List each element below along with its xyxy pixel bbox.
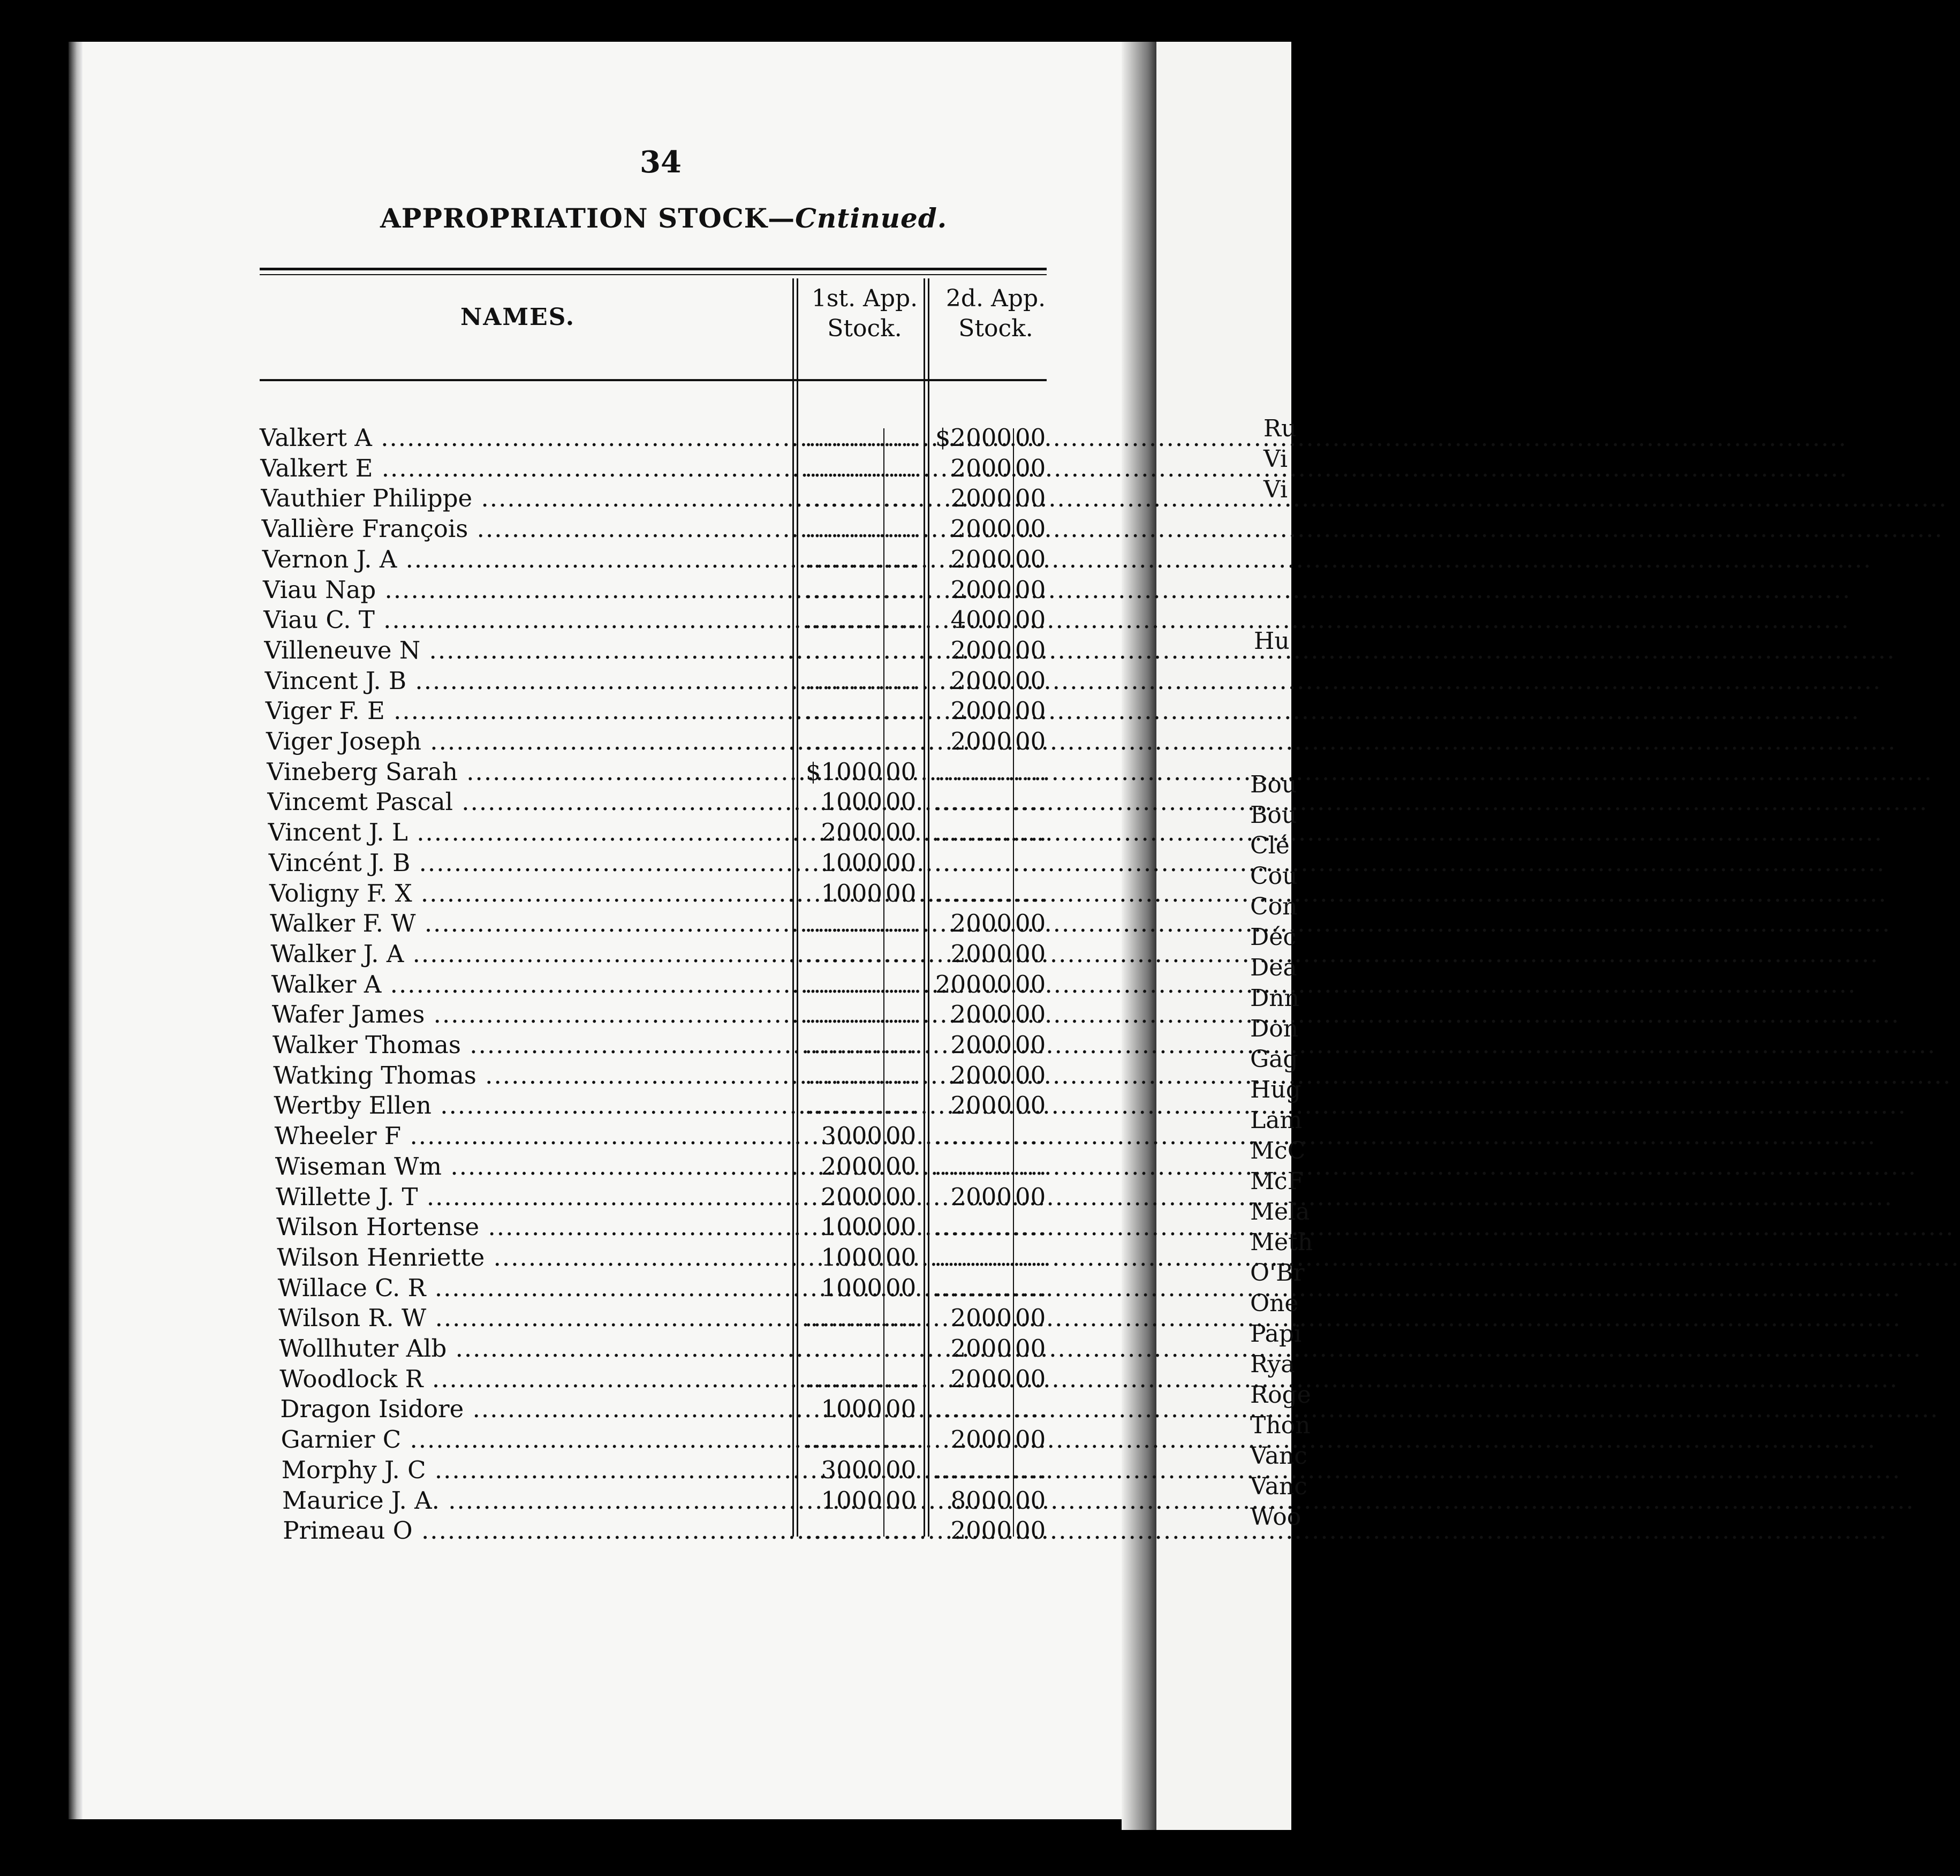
first-app-empty-leader: ............. (805, 1031, 918, 1059)
second-app-amount: $2000 (935, 423, 1012, 452)
first-app-cents: 00 (886, 757, 917, 786)
right-page-entry: Meth (1250, 1229, 1313, 1256)
second-app-empty-leader: ............. (934, 879, 1048, 907)
row-name: Primeau O ..... (283, 1516, 790, 1546)
second-app-amount: 2000 (950, 1516, 1012, 1545)
first-app-cents: 00 (886, 1395, 917, 1424)
column-header-second-app (932, 284, 1060, 344)
right-page-entry: Rya (1250, 1351, 1295, 1378)
first-app-amount: 2000 (821, 818, 882, 847)
second-app-cents: 00 (1015, 606, 1046, 634)
row-name: Vauthier Philippe ..... (261, 483, 790, 513)
first-app-empty-leader: ............. (805, 1364, 918, 1393)
first-app-empty-leader: ............. (805, 970, 918, 998)
first-app-empty-leader: ............. (805, 727, 918, 755)
table-row (0, 544, 1084, 574)
row-name: Maurice J. A. ..... (282, 1486, 790, 1516)
row-name: Woodlock R ..... (279, 1364, 790, 1394)
second-app-empty-leader: ............. (934, 1395, 1048, 1424)
second-app-amount: 2000 (950, 1425, 1012, 1454)
table-row (0, 939, 1084, 969)
row-name: Valkert A ..... (260, 423, 790, 453)
second-app-amount: 2000 (950, 697, 1012, 725)
table-row (0, 1030, 1084, 1060)
table-row (0, 605, 1084, 635)
row-name: Wollhuter Alb ..... (279, 1334, 790, 1364)
second-app-cents: 00 (1015, 484, 1046, 513)
row-name: Walker A ..... (271, 970, 790, 1000)
right-page-entry: Bou (1250, 801, 1297, 829)
column-header-first-line1: 1st. App. (811, 285, 918, 312)
first-app-amount: $1000 (805, 757, 882, 786)
second-app-empty-leader: ............. (934, 1122, 1048, 1151)
second-app-amount: 2000 (950, 575, 1012, 604)
first-app-cents: 00 (886, 1243, 917, 1272)
right-page-entry: Mela (1250, 1198, 1310, 1226)
first-app-cents: 00 (886, 788, 917, 816)
second-app-empty-leader: ............. (934, 788, 1048, 816)
right-page-entry: McC (1250, 1137, 1306, 1164)
second-app-amount: 2000 (950, 939, 1012, 968)
second-app-cents: 00 (1015, 1182, 1046, 1211)
second-app-cents: 00 (1015, 544, 1046, 573)
row-name: Villeneuve N ..... (264, 636, 790, 665)
second-app-cents: 00 (1015, 727, 1046, 755)
second-app-cents: 00 (1015, 1304, 1046, 1333)
right-page-entry: Vi (1263, 445, 1288, 473)
second-app-empty-leader: ............. (934, 757, 1048, 786)
row-name: Willette J. T ..... (276, 1182, 790, 1212)
table-row (0, 1394, 1084, 1424)
second-app-amount: 2000 (950, 453, 1012, 482)
right-page-entry: Hug (1250, 1076, 1301, 1103)
first-app-cents: 00 (886, 1213, 917, 1242)
right-page-entry: Vanc (1250, 1473, 1307, 1500)
first-app-amount: 2000 (821, 1152, 882, 1181)
right-page-entry: Con (1250, 893, 1298, 920)
row-name: Morphy J. C ..... (282, 1455, 790, 1485)
table-row (0, 848, 1084, 878)
right-page-entry: One (1250, 1290, 1299, 1317)
row-name: Wiseman Wm ..... (275, 1152, 790, 1182)
second-app-cents: 00 (1015, 1091, 1046, 1120)
second-app-amount: 2000 (950, 727, 1012, 755)
right-page-entry: Clé (1250, 832, 1290, 859)
first-app-amount: 3000 (821, 1455, 882, 1484)
second-app-amount: 2000 (950, 1304, 1012, 1333)
table-row (0, 1061, 1084, 1091)
column-header-second-line1: 2d. App. (945, 285, 1046, 312)
right-page-entry: Vi (1263, 476, 1288, 503)
second-app-cents: 00 (1015, 1000, 1046, 1029)
first-app-empty-leader: ............. (805, 515, 918, 543)
first-app-empty-leader: ............. (805, 666, 918, 695)
page-number: 34 (640, 145, 682, 180)
first-app-cents: 00 (886, 1122, 917, 1151)
first-app-amount: 1000 (821, 1213, 882, 1242)
row-name: Viau C. T ..... (263, 605, 790, 635)
right-page-entry: Cou (1250, 863, 1298, 890)
right-page-entry: Vanc (1250, 1442, 1307, 1470)
second-app-cents: 00 (1015, 1486, 1046, 1515)
first-app-cents: 00 (886, 848, 917, 877)
second-app-amount: 2000 (950, 1031, 1012, 1059)
first-app-cents: 00 (886, 1273, 917, 1302)
right-page-entry: Don (1250, 1015, 1299, 1042)
page-title-continued: Cntinued. (795, 202, 948, 234)
first-app-empty-leader: ............. (805, 1000, 918, 1029)
second-app-amount: 2000 (950, 1000, 1012, 1029)
row-name: Viger F. E ..... (266, 696, 790, 726)
row-name: Wilson R. W ..... (278, 1303, 790, 1333)
second-app-cents: 00 (1015, 1364, 1046, 1393)
table-row (0, 1182, 1084, 1212)
right-page-entry: Déc (1250, 924, 1296, 951)
table-row (0, 1273, 1084, 1303)
second-app-cents: 00 (1015, 939, 1046, 968)
table-row (0, 514, 1084, 544)
second-app-amount: 2000 (950, 544, 1012, 573)
first-app-amount: 1000 (821, 1273, 882, 1302)
first-app-empty-leader: ............. (805, 453, 918, 482)
row-name: Vincent J. B ..... (265, 666, 790, 696)
first-app-empty-leader: ............. (805, 636, 918, 664)
first-app-empty-leader: ............. (805, 1061, 918, 1090)
table-top-rule (260, 268, 1047, 270)
second-app-empty-leader: ............. (934, 1243, 1048, 1272)
column-header-names: NAMES. (460, 304, 576, 331)
row-name: Wertby Ellen ..... (274, 1091, 790, 1121)
row-name: Vallière François ..... (262, 514, 790, 544)
right-page-entry: Bou (1250, 771, 1297, 798)
second-app-cents: 00 (1015, 1061, 1046, 1090)
second-app-cents: 00 (1015, 909, 1046, 938)
right-page-entry: O'Br (1250, 1259, 1305, 1287)
right-page-entry: Lam (1250, 1107, 1303, 1134)
right-page-entry: Hu (1254, 627, 1290, 655)
row-name: Vincént J. B ..... (269, 848, 790, 878)
right-page-entry: Papi (1250, 1320, 1302, 1348)
row-name: Vernon J. A ..... (262, 544, 790, 574)
first-app-cents: 00 (886, 1182, 917, 1211)
first-app-empty-leader: ............. (805, 1425, 918, 1454)
second-app-cents: 00 (1015, 423, 1046, 452)
first-app-amount: 1000 (821, 1395, 882, 1424)
table-row (0, 1516, 1084, 1546)
first-app-empty-leader: ............. (805, 697, 918, 725)
second-app-cents: 00 (1015, 1334, 1046, 1363)
row-name: Wheeler F ..... (275, 1121, 790, 1151)
second-app-amount: 20000 (935, 970, 1012, 998)
first-app-amount: 3000 (821, 1122, 882, 1151)
table-row (0, 909, 1084, 939)
table-row (0, 483, 1084, 513)
page-title-main: APPROPRIATION STOCK— (380, 202, 796, 234)
table-row (0, 1303, 1084, 1333)
second-app-empty-leader: ............. (934, 1455, 1048, 1484)
second-app-cents: 00 (1015, 575, 1046, 604)
row-name: Vineberg Sarah ..... (267, 757, 790, 787)
second-app-empty-leader: ............. (934, 1213, 1048, 1242)
table-row (0, 636, 1084, 665)
row-name: Walker Thomas ..... (273, 1030, 790, 1060)
table-row (0, 696, 1084, 726)
first-app-empty-leader: ............. (805, 423, 918, 452)
first-app-cents: 00 (886, 1455, 917, 1484)
table-top-rule-thin (260, 274, 1047, 275)
table-row (0, 1364, 1084, 1394)
row-name: Wilson Hortense ..... (276, 1212, 790, 1242)
table-row (0, 1334, 1084, 1364)
table-row (0, 1486, 1084, 1516)
table-row (0, 1000, 1084, 1030)
right-page-entry: Ru (1263, 415, 1297, 442)
right-page-entry: McF (1250, 1168, 1304, 1195)
column-header-second-line2: Stock. (958, 315, 1033, 342)
second-app-amount: 2000 (950, 1182, 1012, 1211)
table-row (0, 453, 1084, 483)
row-name: Viger Joseph ..... (266, 727, 790, 757)
right-page-entry: Dnn (1250, 985, 1299, 1012)
first-app-cents: 00 (886, 1486, 917, 1515)
page-title (380, 202, 947, 234)
second-app-empty-leader: ............. (934, 848, 1048, 877)
table-row (0, 970, 1084, 1000)
table-row (0, 1212, 1084, 1242)
row-name: Wafer James ..... (272, 1000, 790, 1030)
row-name: Garnier C ..... (281, 1425, 790, 1455)
second-app-cents: 00 (1015, 1516, 1046, 1545)
table-row (0, 666, 1084, 696)
first-app-empty-leader: ............. (805, 1516, 918, 1545)
first-app-empty-leader: ............. (805, 606, 918, 634)
table-row (0, 1455, 1084, 1485)
table-row (0, 1091, 1084, 1121)
row-name: Watking Thomas ..... (273, 1061, 790, 1091)
first-app-empty-leader: ............. (805, 575, 918, 604)
row-name: Dragon Isidore ..... (280, 1394, 790, 1424)
table-row (0, 818, 1084, 848)
row-name: Vincent J. L ..... (268, 818, 790, 848)
table-row (0, 1121, 1084, 1151)
first-app-empty-leader: ............. (805, 1334, 918, 1363)
column-header-first-line2: Stock. (827, 315, 902, 342)
second-app-amount: 2000 (950, 1364, 1012, 1393)
first-app-amount: 1000 (821, 1486, 882, 1515)
second-app-amount: 2000 (950, 515, 1012, 543)
first-app-empty-leader: ............. (805, 544, 918, 573)
column-header-first-app (803, 284, 926, 344)
second-app-cents: 00 (1015, 666, 1046, 695)
right-page-entry: Woo (1250, 1503, 1301, 1531)
second-app-cents: 00 (1015, 515, 1046, 543)
first-app-amount: 1000 (821, 1243, 882, 1272)
second-app-empty-leader: ............. (934, 818, 1048, 847)
second-app-cents: 00 (1015, 1031, 1046, 1059)
second-app-amount: 2000 (950, 1091, 1012, 1120)
right-page-entry: Roge (1250, 1381, 1311, 1409)
table-row (0, 727, 1084, 757)
table-row (0, 1243, 1084, 1273)
row-name: Vincemt Pascal ..... (267, 787, 790, 817)
first-app-cents: 00 (886, 818, 917, 847)
second-app-amount: 2000 (950, 1334, 1012, 1363)
second-app-empty-leader: ............. (934, 1273, 1048, 1302)
first-app-amount: 1000 (821, 879, 882, 907)
second-app-amount: 2000 (950, 666, 1012, 695)
first-app-amount: 1000 (821, 788, 882, 816)
row-name: Valkert E ..... (260, 453, 790, 483)
first-app-empty-leader: ............. (805, 1304, 918, 1333)
right-page-entry: Thon (1250, 1412, 1311, 1439)
second-app-amount: 2000 (950, 909, 1012, 938)
first-app-empty-leader: ............. (805, 909, 918, 938)
second-app-cents: 00 (1015, 1425, 1046, 1454)
table-row (0, 423, 1084, 453)
second-app-cents: 00 (1015, 697, 1046, 725)
right-page-entry: Dea (1250, 954, 1297, 981)
second-app-amount: 2000 (950, 484, 1012, 513)
table-row (0, 575, 1084, 605)
first-app-amount: 2000 (821, 1182, 882, 1211)
row-name: Wilson Henriette ..... (277, 1243, 790, 1273)
second-app-cents: 00 (1015, 970, 1046, 998)
table-row (0, 757, 1084, 787)
second-app-amount: 2000 (950, 636, 1012, 664)
first-app-empty-leader: ............. (805, 484, 918, 513)
first-app-amount: 1000 (821, 848, 882, 877)
first-app-empty-leader: ............. (805, 939, 918, 968)
second-app-cents: 00 (1015, 453, 1046, 482)
row-name: Viau Nap ..... (263, 575, 790, 605)
second-app-amount: 8000 (950, 1486, 1012, 1515)
second-app-cents: 00 (1015, 636, 1046, 664)
table-row (0, 1425, 1084, 1455)
table-row (0, 1152, 1084, 1182)
row-name: Willace C. R ..... (278, 1273, 790, 1303)
right-page-entry: Gag (1250, 1046, 1298, 1073)
first-app-empty-leader: ............. (805, 1091, 918, 1120)
first-app-cents: 00 (886, 1152, 917, 1181)
first-app-cents: 00 (886, 879, 917, 907)
table-row (0, 787, 1084, 817)
table-row (0, 879, 1084, 909)
second-app-amount: 2000 (950, 1061, 1012, 1090)
second-app-amount: 4000 (950, 606, 1012, 634)
row-name: Walker J. A ..... (270, 939, 790, 969)
second-app-empty-leader: ............. (934, 1152, 1048, 1181)
row-name: Voligny F. X ..... (269, 879, 790, 909)
row-name: Walker F. W ..... (270, 909, 790, 939)
